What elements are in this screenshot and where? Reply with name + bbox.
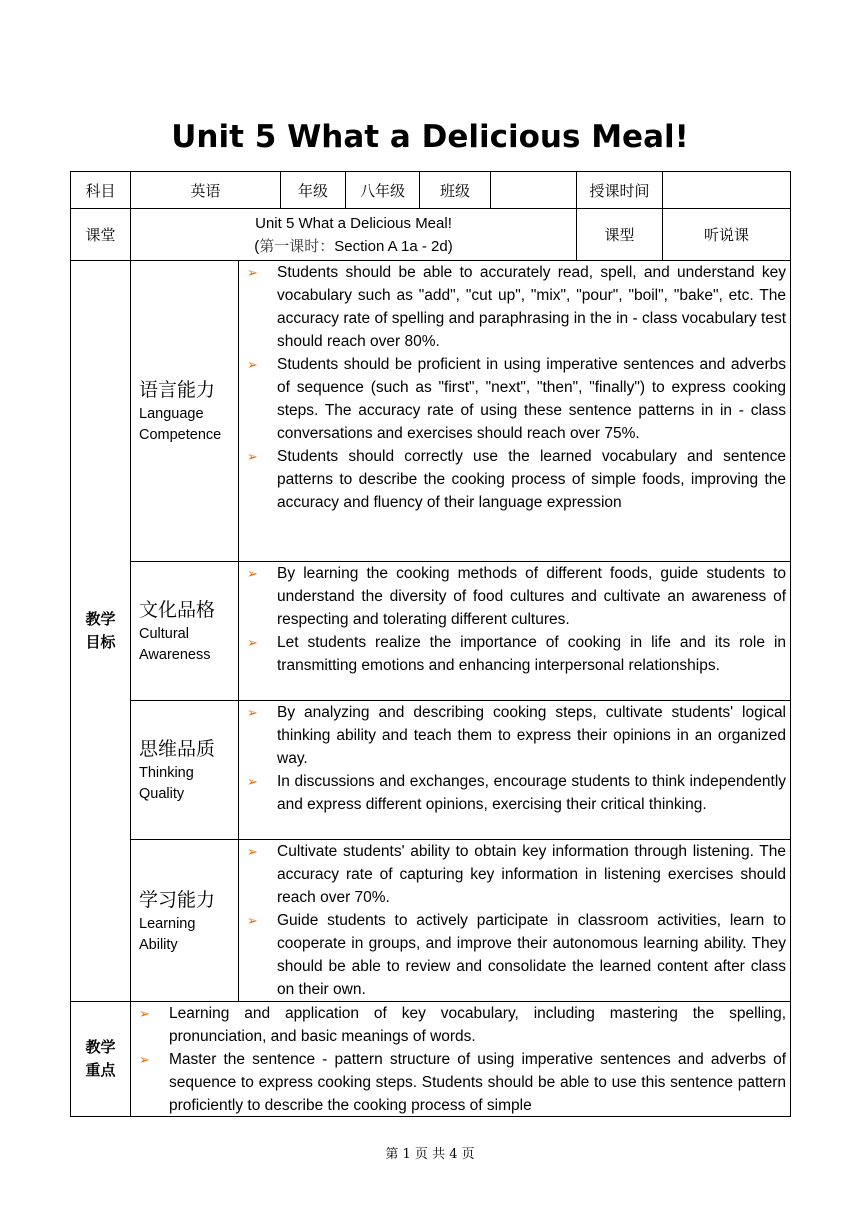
subject-value: 英语	[131, 172, 281, 209]
list-item: ➢ In discussions and exchanges, encourage students to think independently and express different opinions, exercising their critical thinking.	[239, 770, 786, 816]
list-item: ➢ By learning the cooking methods of different foods, guide students to understand the diversity of food cultures and cultivate an awareness of respecting and tolerating different cultures.	[239, 562, 786, 631]
lesson-plan-table	[70, 171, 791, 1117]
arrow-bullet-icon: ➢	[139, 1006, 150, 1021]
lesson-title: Unit 5 What a Delicious Meal!	[255, 214, 452, 232]
lesson-label: 课堂	[71, 209, 131, 261]
arrow-bullet-icon: ➢	[247, 357, 258, 372]
lesson-type-value: 听说课	[663, 209, 791, 261]
cultural-awareness-items	[239, 562, 791, 701]
arrow-bullet-icon: ➢	[139, 1052, 150, 1067]
objective-row-language	[71, 261, 791, 562]
list-item: ➢ Students should be proficient in using imperative sentences and adverbs of sequence (such as "first", "next", "then", "finally") to express cooking steps. The accuracy rate of using these sentence patterns in in - class conversations and exercises should reach over 75%.	[239, 353, 786, 445]
arrow-bullet-icon: ➢	[247, 635, 258, 650]
list-item: ➢ Students should be able to accurately read, spell, and understand key vocabulary such as "add", "cut up", "mix", "pour", "boil", "bake", etc. The accuracy rate of spelling and paraphrasing in the in - class vocabulary test should reach over 80%.	[239, 261, 786, 353]
list-item: ➢ Guide students to actively participate in classroom activities, learn to cooperate in groups, and improve their autonomous learning ability. They should be able to review and consolidate the learned content after class on their own.	[239, 909, 786, 1001]
objective-row-learning	[71, 840, 791, 1002]
lesson-type-label: 课型	[577, 209, 663, 261]
category-cultural-awareness: 文化品格 Cultural Awareness	[131, 562, 239, 701]
key-points-row	[71, 1002, 791, 1117]
lesson-subtitle	[131, 235, 576, 258]
class-label: 班级	[420, 172, 491, 209]
lesson-section: Section A 1a - 2d)	[334, 237, 453, 255]
objectives-label: 教学 目标	[71, 261, 131, 1002]
lesson-title-cell	[131, 209, 577, 261]
arrow-bullet-icon: ➢	[247, 774, 258, 789]
arrow-bullet-icon: ➢	[247, 265, 258, 280]
list-item: ➢ By analyzing and describing cooking steps, cultivate students' logical thinking ability and teach them to express their opinions in an organized way.	[239, 701, 786, 770]
key-points-label: 教学 重点	[71, 1002, 131, 1117]
language-competence-items	[239, 261, 791, 562]
time-label: 授课时间	[577, 172, 663, 209]
lesson-paren-open: (	[254, 237, 260, 255]
subject-label: 科目	[71, 172, 131, 209]
list-item: ➢ Learning and application of key vocabulary, including mastering the spelling, pronunciation, and basic meanings of words.	[131, 1002, 786, 1048]
header-row	[71, 172, 791, 209]
objective-row-cultural	[71, 562, 791, 701]
objective-row-thinking	[71, 701, 791, 840]
arrow-bullet-icon: ➢	[247, 913, 258, 928]
list-item: ➢ Let students realize the importance of cooking in life and its role in transmitting emotions and enhancing interpersonal relationships.	[239, 631, 786, 677]
document-title: Unit 5 What a Delicious Meal!	[171, 119, 689, 155]
grade-value: 八年级	[346, 172, 420, 209]
lesson-row	[71, 209, 791, 261]
learning-ability-items	[239, 840, 791, 1002]
page-footer: 第 1 页 共 4 页	[385, 1147, 475, 1162]
thinking-quality-items	[239, 701, 791, 840]
list-item: ➢ Cultivate students' ability to obtain key information through listening. The accuracy rate of capturing key information in listening exercises should reach over 70%.	[239, 840, 786, 909]
arrow-bullet-icon: ➢	[247, 844, 258, 859]
category-language-competence: 语言能力 Language Competence	[131, 261, 239, 562]
category-learning-ability: 学习能力 Learning Ability	[131, 840, 239, 1002]
grade-label: 年级	[281, 172, 346, 209]
list-item: ➢ Master the sentence - pattern structure of using imperative sentences and adverbs of sequence to express cooking steps. Students should be able to use this sentence pattern proficiently to describe the cooking process of simple	[131, 1048, 786, 1116]
class-value	[491, 172, 577, 209]
key-points-items	[131, 1002, 791, 1117]
list-item: ➢ Students should correctly use the learned vocabulary and sentence patterns to describe the cooking process of simple foods, improving the accuracy and fluency of their language expression	[239, 445, 786, 514]
time-value	[663, 172, 791, 209]
arrow-bullet-icon: ➢	[247, 566, 258, 581]
arrow-bullet-icon: ➢	[247, 705, 258, 720]
lesson-period: 第一课时：	[259, 237, 335, 255]
arrow-bullet-icon: ➢	[247, 449, 258, 464]
category-thinking-quality: 思维品质 Thinking Quality	[131, 701, 239, 840]
